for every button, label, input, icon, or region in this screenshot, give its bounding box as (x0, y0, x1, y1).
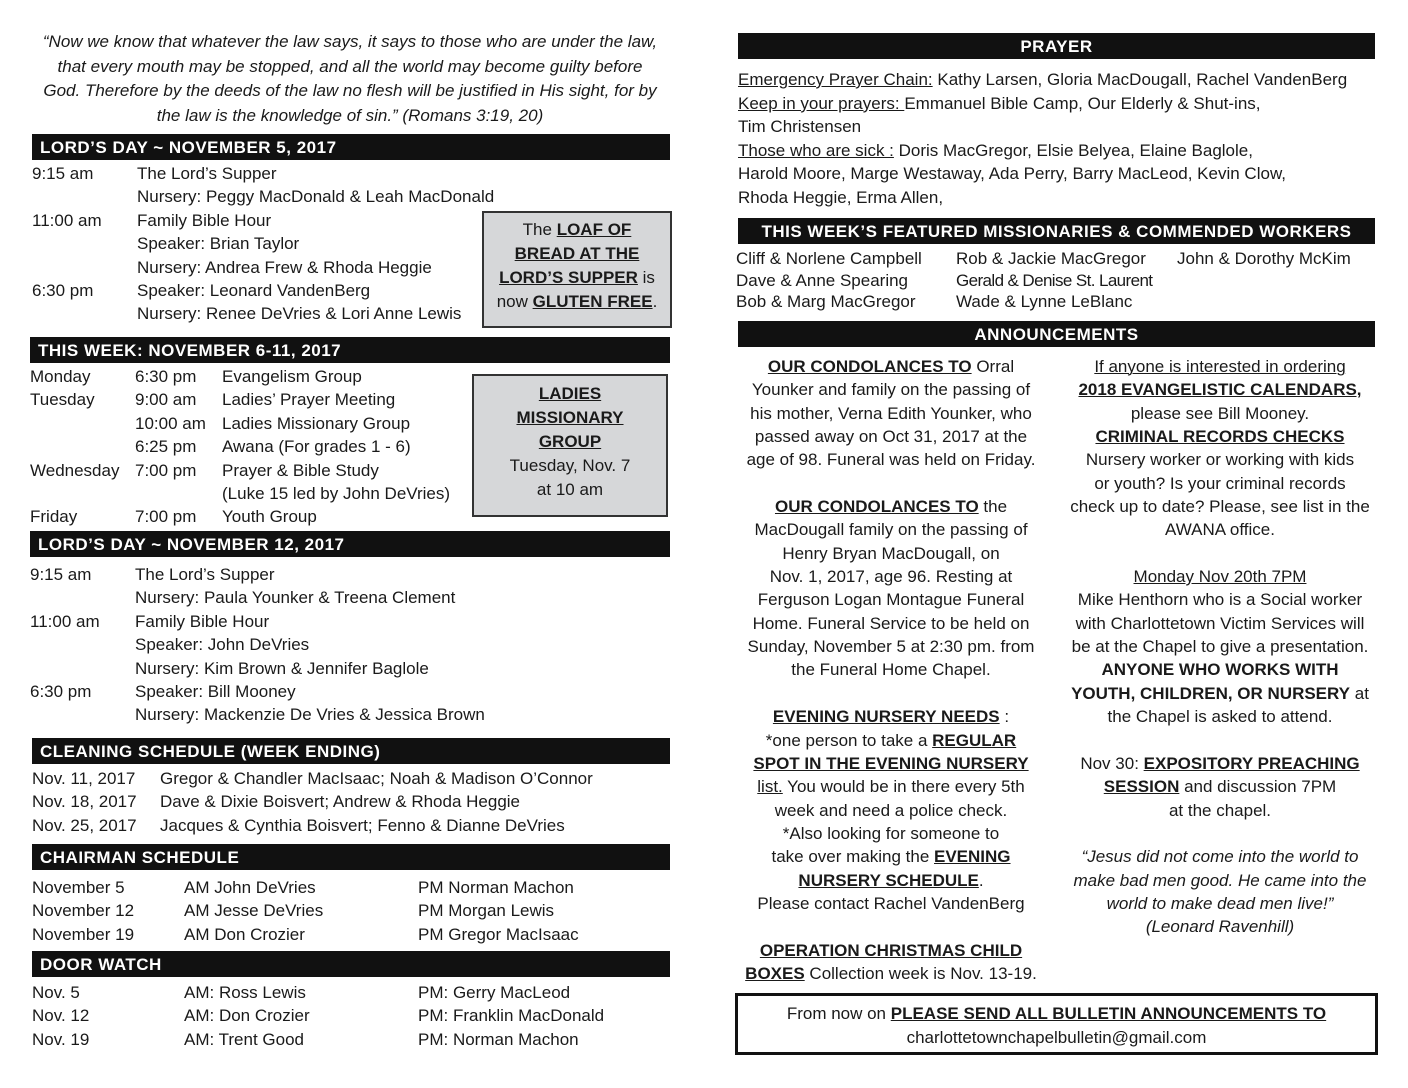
event: Evangelism Group (222, 367, 362, 386)
cleaning-schedule (32, 767, 662, 837)
prayer-chain-label: Emergency Prayer Chain: (738, 70, 933, 89)
cleaners: Gregor & Chandler MacIsaac; Noah & Madison O’Connor (160, 769, 593, 788)
day: Wednesday (30, 460, 120, 480)
condolences-title: OUR CONDOLANCES TO (767, 357, 972, 376)
am-door: AM: Don Crozier (184, 1006, 310, 1026)
ann-text: Home. Funeral Service to be held on (752, 613, 1030, 633)
this-week-header: THIS WEEK: NOVEMBER 6-11, 2017 (30, 337, 670, 363)
schedule-row (32, 302, 482, 325)
ann-text: Henry Bryan MacDougall, on (782, 543, 1000, 563)
ann-text: with Charlottetown Victim Services will (1075, 613, 1365, 633)
pm-door: PM: Norman Machon (418, 1029, 579, 1049)
ann-text: Sunday, November 5 at 2:30 pm. from (747, 637, 1035, 657)
condolences-title: OUR CONDOLANCES TO (774, 497, 979, 517)
item: The Lord’s Supper (137, 164, 277, 183)
missionary-couple: Rob & Jackie MacGregor (956, 249, 1146, 268)
ravenhill-quote: (Leonard Ravenhill) (1145, 917, 1295, 937)
quote-line: God. Therefore by the deeds of the law no flesh will be justified in His sight, for by (43, 81, 657, 100)
missionary-couple: Dave & Anne Spearing (736, 270, 909, 290)
item: Nursery: Andrea Frew & Rhoda Heggie (137, 257, 432, 277)
box-text: at 10 am (536, 480, 604, 499)
box-text: . (652, 292, 658, 311)
schedule-row (30, 412, 470, 435)
missionary-couple: John & Dorothy McKim (1177, 249, 1351, 268)
missionaries-header: THIS WEEK’S FEATURED MISSIONARIES & COMMENDED WORKERS (738, 218, 1375, 244)
ann-text: and discussion 7PM (1179, 777, 1337, 797)
sick-label: Those who are sick : (738, 140, 894, 160)
ann-text: . (978, 870, 984, 890)
item: Speaker: John DeVries (135, 635, 310, 655)
ann-text: the Funeral Home Chapel. (791, 660, 991, 680)
expository-title: EXPOSITORY PREACHING (1143, 753, 1360, 773)
item: Family Bible Hour (137, 210, 272, 230)
ann-text: You would be in there every 5th (782, 777, 1025, 797)
lords-day-nov12-header: LORD’S DAY ~ NOVEMBER 12, 2017 (30, 531, 670, 557)
schedule-row (30, 680, 530, 703)
nursery-needs-title: EVENING NURSERY NEEDS (772, 707, 1000, 727)
am-door: AM: Trent Good (184, 1029, 304, 1049)
ann-text: Nov. 1, 2017, age 96. Resting at (769, 567, 1013, 587)
box-text: Tuesday, Nov. 7 (509, 456, 631, 475)
lords-day-nov5-schedule (32, 162, 495, 326)
missionary-couple: Cliff & Norlene Campbell (736, 249, 922, 268)
ann-text: SESSION (1103, 777, 1180, 797)
ann-text: SPOT IN THE EVENING NURSERY (753, 753, 1029, 773)
missionary-couple: Gerald & Denise St. Laurent (956, 270, 1153, 290)
ann-text: age of 98. Funeral was held on Friday. (746, 450, 1036, 470)
ann-text: be at the Chapel to give a presentation. (1071, 637, 1369, 657)
ann-text: Younker and family on the passing of (751, 380, 1031, 400)
cleaning-row (32, 767, 662, 790)
schedule-row (32, 279, 482, 302)
ann-text: EVENING (934, 847, 1011, 867)
ann-text: at (1350, 683, 1369, 703)
prayer-header: PRAYER (738, 33, 1375, 59)
date: November 12 (32, 901, 135, 921)
ann-text: YOUTH, CHILDREN, OR NURSERY (1071, 683, 1351, 703)
ann-text: please see Bill Mooney. (1130, 403, 1310, 423)
event: Ladies Missionary Group (222, 413, 411, 433)
criminal-records-title: CRIMINAL RECORDS CHECKS (1095, 427, 1345, 447)
time: 6:30 pm (32, 280, 94, 300)
cleaners: Jacques & Cynthia Boisvert; Fenno & Dianne DeVries (160, 815, 565, 835)
event: Prayer & Bible Study (222, 460, 379, 480)
schedule-row (30, 365, 470, 388)
cleaning-schedule-header: CLEANING SCHEDULE (WEEK ENDING) (32, 738, 670, 764)
chairman-row (32, 923, 662, 946)
ann-text: list. (757, 777, 783, 797)
quote-line: “Now we know that whatever the law says, it says to those who are under the law, (42, 32, 658, 51)
door-watch-header: DOOR WATCH (32, 951, 670, 977)
door-watch-row (32, 981, 662, 1004)
pm-chairman: PM Gregor MacIsaac (418, 924, 579, 944)
ann-text: Please contact Rachel VandenBerg (757, 893, 1025, 913)
event: (Luke 15 led by John DeVries) (222, 483, 451, 503)
date: Nov. 5 (32, 983, 80, 1002)
ann-text: take over making the (771, 847, 934, 867)
date: November 5 (32, 878, 125, 897)
announcements-header: ANNOUNCEMENTS (738, 321, 1375, 347)
calendars-title: 2018 EVANGELISTIC CALENDARS, (1078, 380, 1362, 400)
announcements-left (736, 355, 1046, 985)
item: Speaker: Leonard VandenBerg (137, 280, 371, 300)
schedule-row (30, 610, 530, 633)
box-text: LOAF OF (556, 220, 632, 239)
chairman-schedule (32, 876, 662, 946)
opening-quote (30, 30, 670, 128)
week-ending: Nov. 25, 2017 (32, 815, 137, 835)
event: Youth Group (222, 507, 317, 527)
door-watch-row (32, 1028, 662, 1051)
door-watch-schedule (32, 981, 662, 1051)
time: 10:00 am (135, 413, 206, 433)
ann-text: *one person to take a (765, 730, 933, 750)
quote-line: that every mouth may be stopped, and all the world may become guilty before (57, 56, 643, 76)
event: Awana (For grades 1 - 6) (222, 437, 411, 457)
day: Tuesday (30, 390, 95, 410)
ann-text: the (978, 497, 1008, 517)
schedule-row (32, 232, 482, 255)
gluten-free-notice-box (482, 211, 672, 328)
bulletin-email[interactable]: charlottetownchapelbulletin@gmail.com (906, 1028, 1207, 1047)
am-door: AM: Ross Lewis (184, 983, 306, 1002)
week-ending: Nov. 18, 2017 (32, 792, 137, 812)
schedule-row (30, 657, 530, 680)
day: Friday (30, 507, 78, 527)
item: Nursery: Peggy MacDonald & Leah MacDonald (137, 187, 495, 207)
day: Monday (30, 367, 91, 386)
announcements-right (1062, 355, 1378, 939)
schedule-row (30, 435, 470, 458)
pm-door: PM: Gerry MacLeod (418, 983, 571, 1002)
chairman-schedule-header: CHAIRMAN SCHEDULE (32, 844, 670, 870)
ann-text: Mike Henthorn who is a Social worker (1077, 590, 1363, 610)
item: Speaker: Brian Taylor (137, 234, 300, 254)
time: 11:00 am (32, 210, 102, 230)
quote-line: the law is the knowledge of sin.” (Romans 3:19, 20) (156, 105, 544, 125)
lords-day-nov12-schedule (30, 563, 530, 727)
item: Speaker: Bill Mooney (135, 681, 296, 701)
ann-text: *Also looking for someone to (782, 823, 1000, 843)
schedule-row (30, 633, 530, 656)
item: Nursery: Renee DeVries & Lori Anne Lewis (137, 304, 462, 324)
schedule-row (30, 459, 470, 482)
ravenhill-quote: make bad men good. He came into the (1073, 870, 1367, 890)
schedule-row (30, 563, 530, 586)
date: Nov. 12 (32, 1006, 90, 1026)
cleaning-row (32, 790, 662, 813)
time: 6:30 pm (135, 367, 197, 386)
ann-text: Orral (971, 357, 1015, 376)
ann-text: Nov 30: (1080, 753, 1144, 773)
time: 6:25 pm (135, 437, 197, 457)
ann-text: ANYONE WHO WORKS WITH (1101, 660, 1339, 680)
week-ending: Nov. 11, 2017 (32, 769, 136, 788)
time: 9:15 am (32, 164, 94, 183)
keep-in-prayers-label: Keep in your prayers: (738, 93, 905, 113)
send-announcements-title: PLEASE SEND ALL BULLETIN ANNOUNCEMENTS TO (890, 1004, 1327, 1023)
chairman-row (32, 899, 662, 922)
schedule-row (32, 162, 482, 185)
operation-christmas-child-title: OPERATION CHRISTMAS CHILD (759, 940, 1023, 960)
sick-names: Doris MacGregor, Elsie Belyea, Elaine Baglole, (893, 140, 1253, 160)
schedule-row (30, 703, 530, 726)
ann-text: the Chapel is asked to attend. (1107, 707, 1333, 727)
lords-day-nov5-header: LORD’S DAY ~ NOVEMBER 5, 2017 (32, 134, 670, 160)
am-chairman: AM Jesse DeVries (184, 901, 324, 921)
prayer-section (738, 68, 1378, 210)
keep-in-prayers-text: Emmanuel Bible Camp, Our Elderly & Shut-ins, (904, 93, 1261, 113)
ann-text: Nursery worker or working with kids (1085, 450, 1355, 470)
am-chairman: AM Don Crozier (184, 924, 305, 944)
pm-chairman: PM Norman Machon (418, 878, 574, 897)
box-text: BREAD AT THE (514, 244, 640, 263)
ann-text: check up to date? Please, see list in the (1070, 497, 1370, 517)
time: 7:00 pm (135, 507, 197, 527)
ann-text: BOXES (745, 963, 805, 983)
box-text: GROUP (538, 432, 602, 451)
pm-door: PM: Franklin MacDonald (418, 1006, 605, 1026)
schedule-row (30, 482, 470, 505)
ann-text: REGULAR (932, 730, 1017, 750)
ann-text: passed away on Oct 31, 2017 at the (754, 427, 1028, 447)
item: Nursery: Paula Younker & Treena Clement (135, 588, 456, 608)
schedule-row (32, 209, 482, 232)
ann-text: or youth? Is your criminal records (1094, 473, 1346, 493)
item: The Lord’s Supper (135, 565, 275, 584)
ann-text: at the chapel. (1168, 800, 1272, 820)
time: 7:00 pm (135, 460, 197, 480)
item: Nursery: Kim Brown & Jennifer Baglole (135, 658, 429, 678)
ann-text: From now on (786, 1004, 891, 1023)
box-text: is (637, 268, 655, 287)
cleaners: Dave & Dixie Boisvert; Andrew & Rhoda Heggie (160, 792, 521, 812)
item: Nursery: Mackenzie De Vries & Jessica Brown (135, 705, 485, 725)
cleaning-row (32, 814, 662, 837)
chairman-row (32, 876, 662, 899)
box-text: LADIES (538, 384, 602, 403)
ann-text: week and need a police check. (774, 800, 1008, 820)
this-week-schedule (30, 365, 470, 529)
box-text: The (522, 220, 557, 239)
box-text: GLUTEN FREE (532, 292, 653, 311)
ann-text: MacDougall family on the passing of (754, 520, 1028, 540)
ann-text: NURSERY SCHEDULE (798, 870, 979, 890)
door-watch-row (32, 1004, 662, 1027)
ravenhill-quote: “Jesus did not come into the world to (1081, 847, 1359, 867)
ravenhill-quote: world to make dead men live!” (1106, 893, 1334, 913)
bulletin-email-notice (735, 993, 1378, 1055)
box-text: LORD’S SUPPER (499, 268, 638, 287)
missionary-couple: Bob & Marg MacGregor (736, 292, 916, 311)
ann-text: If anyone is interested in ordering (1094, 357, 1346, 376)
schedule-row (30, 586, 530, 609)
schedule-row (32, 185, 495, 208)
ann-text: AWANA office. (1165, 520, 1275, 540)
schedule-row (30, 505, 470, 528)
box-text: MISSIONARY (516, 408, 624, 427)
ladies-missionary-box (472, 374, 668, 517)
schedule-row (32, 256, 482, 279)
time: 6:30 pm (30, 681, 92, 701)
sick-names: Rhoda Heggie, Erma Allen, (738, 187, 944, 207)
presentation-date: Monday Nov 20th 7PM (1133, 567, 1307, 587)
date: November 19 (32, 924, 135, 944)
time: 9:15 am (30, 565, 92, 584)
ann-text: Ferguson Logan Montague Funeral (757, 590, 1025, 610)
item: Family Bible Hour (135, 611, 270, 631)
ann-text: Collection week is Nov. 13-19. (804, 963, 1037, 983)
am-chairman: AM John DeVries (184, 878, 316, 897)
missionary-couple: Wade & Lynne LeBlanc (956, 292, 1133, 311)
schedule-row (30, 388, 470, 411)
keep-in-prayers-text: Tim Christensen (738, 117, 862, 137)
ann-text: his mother, Verna Edith Younker, who (750, 403, 1032, 423)
time: 9:00 am (135, 390, 197, 410)
sick-names: Harold Moore, Marge Westaway, Ada Perry, Barry MacLeod, Kevin Clow, (738, 164, 1287, 184)
event: Ladies’ Prayer Meeting (222, 390, 396, 410)
pm-chairman: PM Morgan Lewis (418, 901, 555, 921)
prayer-chain-names: Kathy Larsen, Gloria MacDougall, Rachel VandenBerg (932, 70, 1348, 89)
box-text: now (496, 292, 533, 311)
ann-text: : (999, 707, 1010, 727)
time: 11:00 am (30, 611, 100, 631)
date: Nov. 19 (32, 1029, 90, 1049)
